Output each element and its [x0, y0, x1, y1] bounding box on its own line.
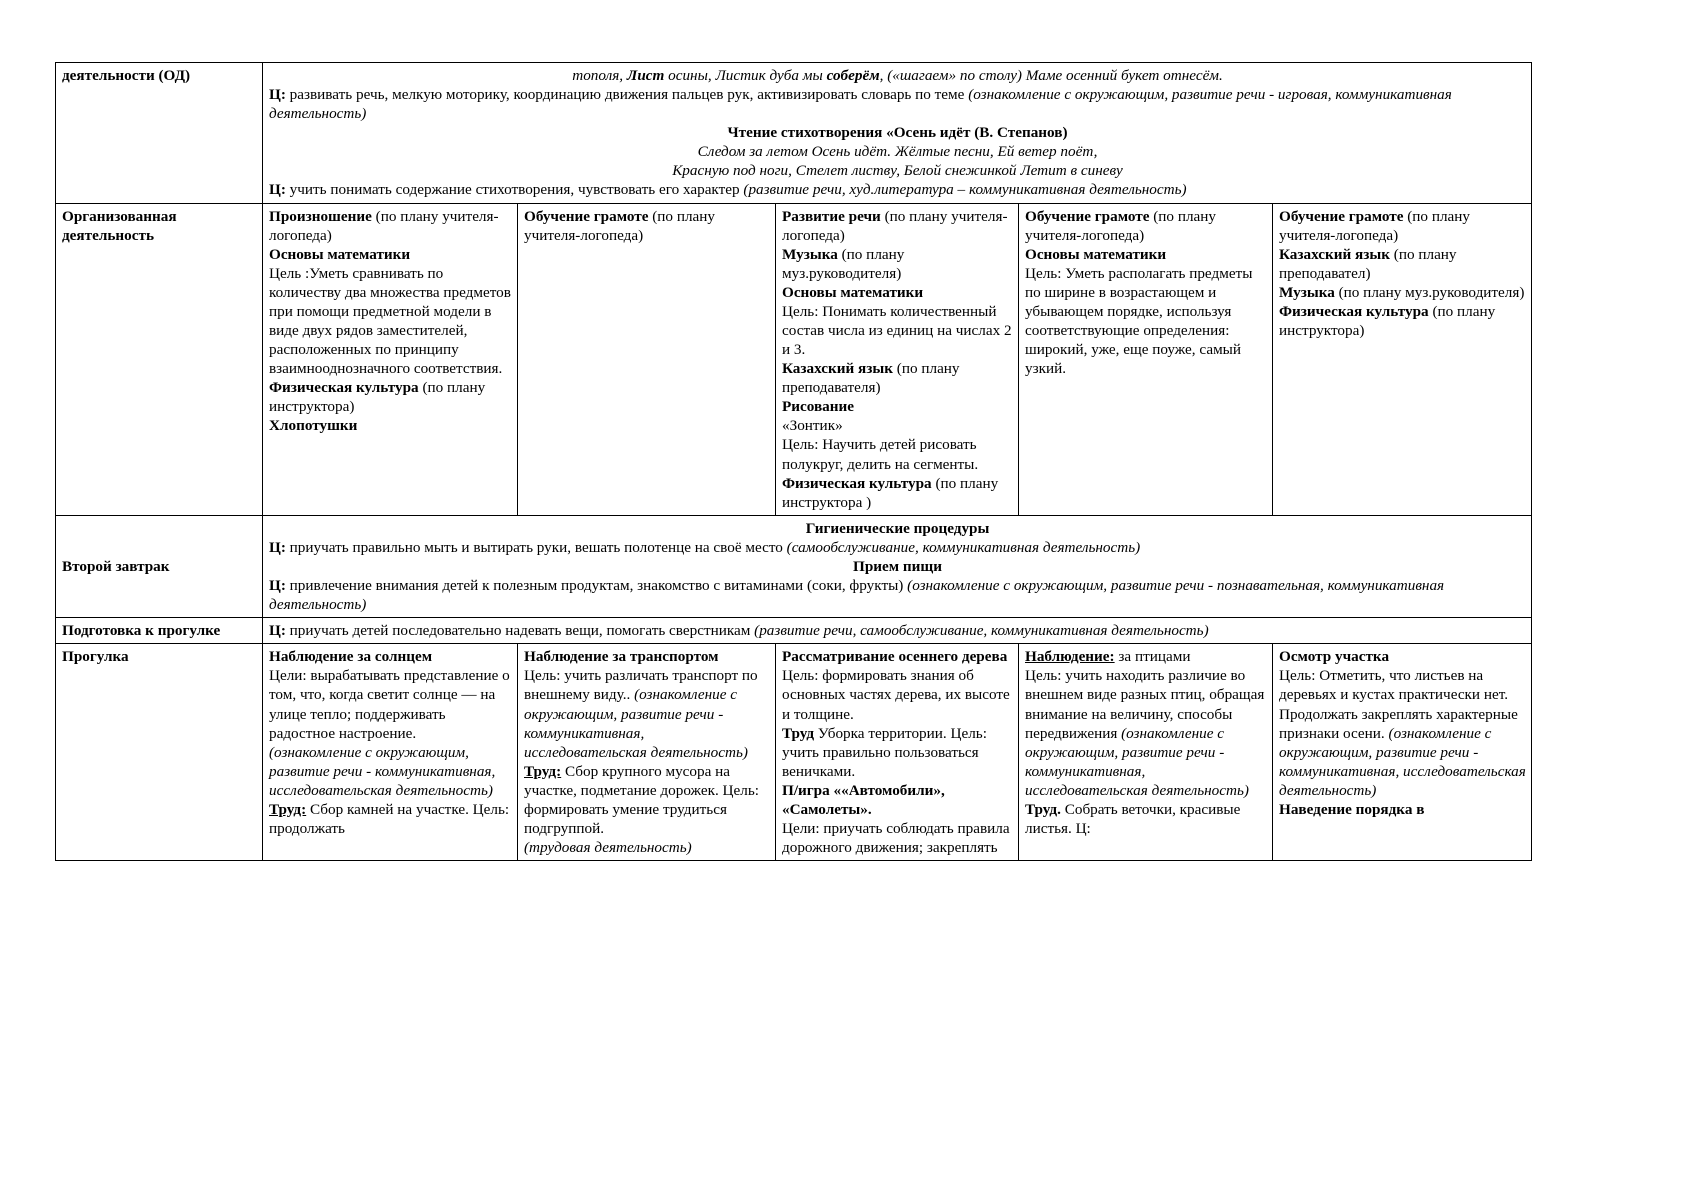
subject-detail: (по плану преподавател)	[1279, 245, 1457, 282]
subject-name: Казахский язык	[1279, 245, 1390, 263]
od-poem-bold2: соберём	[826, 67, 880, 84]
labour-text: Сбор камней на участке. Цель: продолжать	[269, 800, 510, 837]
subject-name: Физическая культура	[782, 474, 932, 492]
game-label: П/игра ««Автомобили», «Самолеты».	[782, 781, 945, 818]
subject-entry	[1279, 245, 1526, 283]
row-label-walk-prep	[56, 618, 263, 644]
labour-entry	[782, 724, 1013, 781]
subject-goal: Цель: Научить детей рисовать полукруг, делить на сегменты.	[782, 436, 979, 473]
subject-name: Произношение	[269, 207, 372, 225]
row-label-od	[56, 63, 263, 204]
walk-cell-friday	[1273, 644, 1532, 861]
subject-entry	[1025, 207, 1267, 245]
organized-cell-thursday	[1019, 203, 1273, 515]
subject-detail: (по плану инструктора)	[269, 379, 486, 416]
goal-text: приучать детей последовательно надевать вещи, помогать сверстникам	[285, 622, 755, 640]
od-goal2-italic: (развитие речи, худ.литература – коммуникативная деятельность)	[743, 181, 1187, 199]
goal-italic: (ознакомление с окружающим, развитие речи - познавательная, коммуникативная деятельность)	[269, 577, 1445, 614]
subject-name: Основы математики	[1025, 245, 1167, 263]
od-goal-2	[269, 180, 1526, 199]
goal-marker: Ц:	[269, 577, 286, 595]
observation-activity-types: (ознакомление с окружающим, развитие речи - коммуникативная, исследовательская деятельность)	[269, 743, 496, 799]
labour-activity-type: (трудовая деятельность)	[524, 839, 692, 857]
subject-detail: (по плану инструктора )	[782, 474, 999, 511]
subject-entry	[524, 207, 770, 245]
goal-text: приучать правильно мыть и вытирать руки, вешать полотенце на своё место	[285, 538, 787, 556]
table-row-organized	[56, 203, 1532, 515]
subject-detail: (по плану преподавателя)	[782, 360, 960, 397]
observation-goal-text: Цели: вырабатывать представление о том, что, когда светит солнце — на улице тепло; поддерживать радостное настроение.	[269, 667, 510, 742]
labour-entry	[269, 800, 512, 838]
game-text: Цели: приучать соблюдать правила дорожного движения; закреплять	[782, 819, 1010, 857]
subject-name: Обучение грамоте	[1025, 207, 1150, 225]
observation-body	[269, 666, 512, 800]
subject-goal: Цель: Понимать количественный состав числа из единиц на числах 2 и 3.	[782, 302, 1012, 359]
labour-text: Сбор крупного мусора на участке, подметание дорожек. Цель: формировать умение трудиться подгруппой.	[524, 762, 759, 837]
organized-cell-monday	[263, 203, 518, 515]
labour-label: Труд:	[524, 762, 562, 780]
hygiene-heading: Гигиенические процедуры	[805, 519, 990, 537]
od-reading-title: Чтение стихотворения «Осень идёт (В. Степанов)	[727, 124, 1068, 142]
od-verse-line-2: Красную под ноги, Стелет листву, Белой снежинкой Летит в синеву	[672, 162, 1123, 180]
observation-goal-text: Цель: учить различать транспорт по внешнему виду..	[524, 667, 758, 704]
subject-entry	[269, 378, 512, 416]
subject-entry	[782, 207, 1013, 245]
od-goal2-marker: Ц:	[269, 181, 286, 199]
walk-cell-thursday	[1019, 644, 1273, 861]
tidy-up-label: Наведение порядка в	[1279, 800, 1425, 818]
od-goal1-italic: (ознакомление с окружающим, развитие речи - игровая, коммуникативная деятельность)	[269, 86, 1452, 123]
row-label-second-breakfast-text: Второй завтрак	[62, 557, 170, 575]
subject-detail: (по плану инструктора)	[1279, 302, 1496, 340]
table-row-walk	[56, 644, 1532, 861]
labour-entry	[1025, 800, 1267, 838]
observation-body	[782, 647, 1013, 723]
subject-name: Обучение грамоте	[524, 207, 649, 225]
od-poem-part2: осины, Листик дуба мы	[664, 67, 827, 84]
labour-label: Труд.	[1025, 800, 1061, 818]
od-poem-bold1: Лист	[626, 67, 665, 84]
meal-heading: Прием пищи	[853, 557, 942, 575]
labour-text: Уборка территории. Цель: учить правильно пользоваться веничками.	[782, 724, 987, 780]
subject-name: Рисование	[782, 398, 855, 416]
subject-name: Музыка	[1279, 283, 1335, 301]
od-content-cell	[263, 63, 1532, 204]
subject-detail: (по плану учителя-логопеда)	[269, 207, 499, 244]
second-breakfast-content-cell	[263, 515, 1532, 617]
observation-subject: за птицами	[1114, 648, 1191, 666]
observation-activity-types: (ознакомление с окружающим, развитие речи - коммуникативная, исследовательская деятельность)	[1025, 724, 1249, 799]
subject-name: Основы математики	[782, 283, 924, 301]
subject-detail: (по плану учителя-логопеда)	[524, 207, 715, 244]
subject-name: Обучение грамоте	[1279, 207, 1404, 225]
subject-goal: Цель: Уметь располагать предметы по ширине в возрастающем и убывающем порядке, используя соответствующие определения: широкий, уже, еще поуже, самый узкий.	[1025, 264, 1253, 378]
subject-detail: (по плану муз.руководителя)	[782, 245, 905, 282]
observation-title: Наблюдение за солнцем	[269, 648, 433, 666]
hygiene-goal	[269, 538, 1526, 557]
walk-prep-goal	[269, 621, 1526, 640]
observation-goal-text: Цель: Отметить, что листьев на деревьях и кустах практически нет. Продолжать закреплять характерные признаки осени.	[1279, 667, 1518, 742]
subject-name: Хлопотушки	[269, 417, 358, 435]
table-row-walk-prep	[56, 618, 1532, 644]
observation-goal-text: Цель: учить находить различие во внешнем виде разных птиц, обращая внимание на величину, способы передвижения	[1025, 667, 1265, 742]
observation-body	[1279, 666, 1526, 800]
subject-entry	[269, 245, 512, 264]
subject-entry	[782, 474, 1013, 512]
goal-marker: Ц:	[269, 622, 286, 640]
subject-detail: (по плану учителя-логопеда)	[1279, 207, 1470, 244]
observation-activity-types: (ознакомление с окружающим, развитие речи - коммуникативная, исследовательская деятельность)	[524, 686, 748, 761]
meal-goal	[269, 576, 1526, 614]
od-verse-line-1: Следом за летом Осень идёт. Жёлтые песни, Ей ветер поёт,	[697, 143, 1098, 161]
observation-title: Наблюдение за транспортом	[524, 648, 719, 666]
goal-italic: (развитие речи, самообслуживание, коммуникативная деятельность)	[754, 622, 1209, 640]
organized-cell-friday	[1273, 203, 1532, 515]
subject-name: Физическая культура	[269, 379, 419, 397]
daily-plan-table	[55, 62, 1532, 861]
subject-detail: (по плану учителя-логопеда)	[1025, 207, 1216, 244]
subject-entry	[1279, 207, 1526, 245]
row-label-walk	[56, 644, 263, 861]
observation-goal-text: Цель: формировать знания об основных частях дерева, их высоте и толщине.	[782, 667, 1010, 723]
od-goal-1	[269, 85, 1526, 123]
subject-topic: «Зонтик»	[782, 417, 843, 435]
walk-cell-monday	[263, 644, 518, 861]
subject-entry	[782, 359, 1013, 397]
row-label-od-text: деятельности (ОД)	[62, 67, 191, 84]
subject-entry	[1279, 302, 1526, 340]
subject-name: Основы математики	[269, 245, 411, 263]
goal-italic: (самообслуживание, коммуникативная деятельность)	[786, 538, 1141, 556]
subject-detail: (по плану учителя-логопеда)	[782, 207, 1008, 244]
subject-entry	[1279, 283, 1526, 302]
labour-text: Собрать веточки, красивые листья. Ц:	[1025, 800, 1241, 837]
subject-goal: Цель :Уметь сравнивать по количеству два множества предметов при помощи предметной модели в виде двух рядов заместителей, расположенных по принципу взаимнооднозначного соответствия.	[269, 264, 511, 378]
subject-name: Физическая культура	[1279, 302, 1429, 320]
subject-entry	[269, 207, 512, 245]
od-goal2-text: учить понимать содержание стихотворения, чувствовать его характер	[285, 181, 744, 199]
labour-label: Труд	[782, 724, 815, 742]
observation-title: Наблюдение:	[1025, 648, 1115, 666]
walk-prep-content-cell	[263, 618, 1532, 644]
row-label-walk-text: Прогулка	[62, 648, 129, 666]
subject-name: Казахский язык	[782, 360, 893, 378]
walk-cell-tuesday	[518, 644, 776, 861]
row-label-second-breakfast	[56, 515, 263, 617]
subject-entry	[269, 416, 512, 435]
subject-entry	[1025, 245, 1267, 264]
observation-goal	[1025, 666, 1267, 800]
od-poem-part1: тополя,	[572, 67, 627, 84]
organized-cell-tuesday	[518, 203, 776, 515]
od-goal1-text: развивать речь, мелкую моторику, координацию движения пальцев рук, активизировать словарь по теме	[285, 86, 969, 104]
subject-name: Развитие речи	[782, 207, 881, 225]
table-row-second-breakfast	[56, 515, 1532, 617]
organized-cell-wednesday	[776, 203, 1019, 515]
goal-text: привлечение внимания детей к полезным продуктам, знакомство с витаминами (соки, фрукты)	[285, 577, 908, 595]
observation-title: Рассматривание осеннего дерева	[782, 648, 1008, 666]
subject-entry	[782, 245, 1013, 283]
goal-marker: Ц:	[269, 538, 286, 556]
observation-title: Осмотр участка	[1279, 648, 1390, 666]
table-row-od	[56, 63, 1532, 204]
observation-body	[524, 666, 770, 761]
subject-name: Музыка	[782, 245, 838, 263]
od-poem-part3: , («шагаем» по столу) Маме осенний букет отнесём.	[879, 67, 1223, 84]
observation-body	[1025, 647, 1267, 666]
subject-entry	[782, 283, 1013, 302]
row-label-walk-prep-text: Подготовка к прогулке	[62, 622, 221, 640]
od-goal1-marker: Ц:	[269, 86, 286, 104]
labour-entry	[524, 762, 770, 838]
subject-entry	[782, 397, 1013, 416]
row-label-organized	[56, 203, 263, 515]
row-label-organized-text: Организованная деятельность	[62, 207, 177, 244]
labour-label: Труд:	[269, 800, 307, 818]
walk-cell-wednesday	[776, 644, 1019, 861]
subject-detail: (по плану муз.руководителя)	[1334, 283, 1525, 301]
od-poem-line	[269, 66, 1526, 85]
observation-activity-types: (ознакомление с окружающим, развитие речи - коммуникативная, исследовательская деятельность)	[1279, 724, 1526, 799]
